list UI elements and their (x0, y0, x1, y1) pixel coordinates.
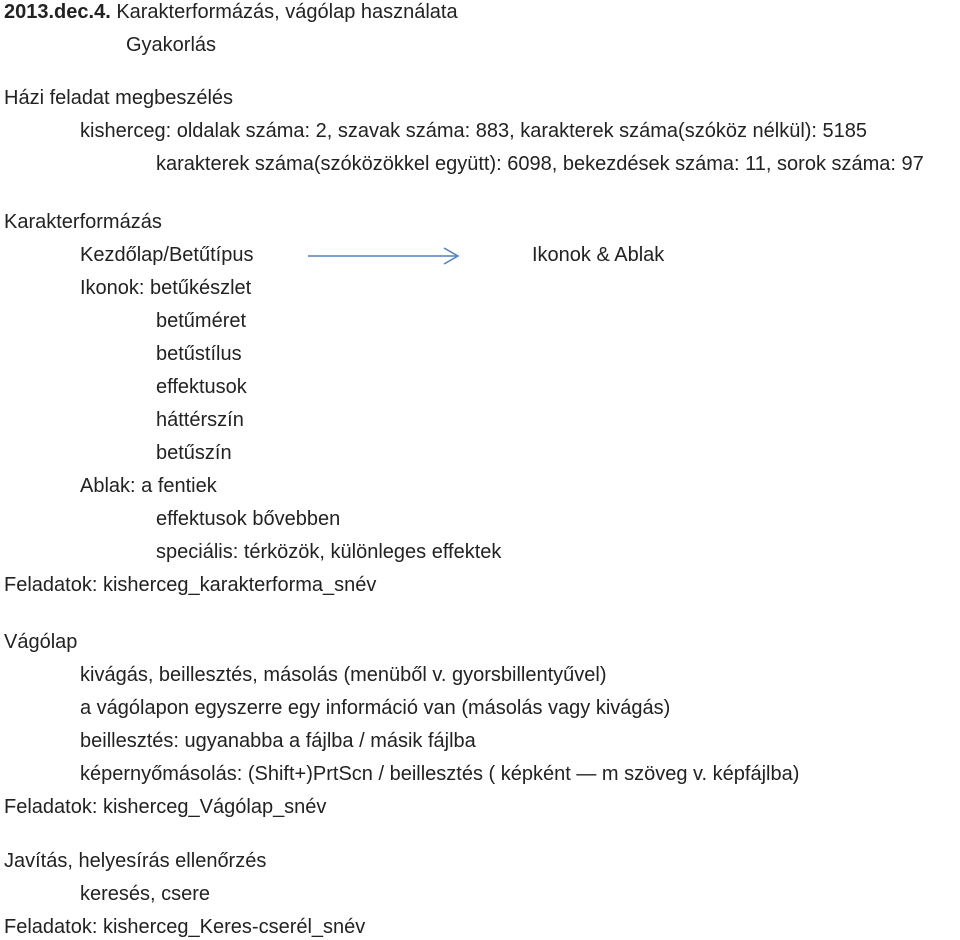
subtitle-text: Gyakorlás (126, 34, 217, 56)
hazi-line-1: kisherceg: oldalak száma: 2, szavak száma: 883, karakterek száma(szóköz nélkül): 5185 (80, 120, 868, 142)
ablak-item: speciális: térközök, különleges effektek (156, 541, 502, 563)
vagolap-heading: Vágólap (4, 631, 78, 653)
ikonok-item: effektusok (156, 376, 247, 398)
right-arrow-icon (306, 246, 462, 266)
hazi-line-2: karakterek száma(szóközökkel együtt): 6098, bekezdések száma: 11, sorok száma: 97 (156, 153, 924, 175)
ikonok-item: betűszín (156, 442, 232, 464)
hazi-heading: Házi feladat megbeszélés (4, 87, 234, 109)
vagolap-item: kivágás, beillesztés, másolás (menüből v. gyorsbillentyűvel) (80, 664, 607, 686)
karakter-heading: Karakterformázás (4, 211, 162, 233)
karakter-feladat: Feladatok: kisherceg_karakterforma_snév (4, 574, 377, 596)
ablak-label: Ablak: a fentiek (80, 475, 217, 497)
javitas-feladat: Feladatok: kisherceg_Keres-cserél_snév (4, 916, 366, 938)
date-text: 2013.dec.4. (4, 1, 111, 23)
title-line (4, 0, 458, 24)
vagolap-item: képernyőmásolás: (Shift+)PrtScn / beillesztés ( képként — m szöveg v. képfájlba) (80, 763, 800, 785)
ikonok-item: betűstílus (156, 343, 242, 365)
vagolap-item: a vágólapon egyszerre egy információ van (másolás vagy kivágás) (80, 697, 671, 719)
javitas-item: keresés, csere (80, 883, 211, 905)
target-text: Ikonok & Ablak (532, 244, 665, 266)
ikonok-item: háttérszín (156, 409, 244, 431)
vagolap-item: beillesztés: ugyanabba a fájlba / másik fájlba (80, 730, 476, 752)
menu-path-text: Kezdőlap/Betűtípus (80, 244, 254, 266)
vagolap-feladat: Feladatok: kisherceg_Vágólap_snév (4, 796, 327, 818)
ablak-item: effektusok bővebben (156, 508, 341, 530)
ikonok-item: betűméret (156, 310, 247, 332)
subject-text: Karakterformázás, vágólap használata (116, 1, 458, 23)
ikonok-label: Ikonok: betűkészlet (80, 277, 252, 299)
javitas-heading: Javítás, helyesírás ellenőrzés (4, 850, 267, 872)
